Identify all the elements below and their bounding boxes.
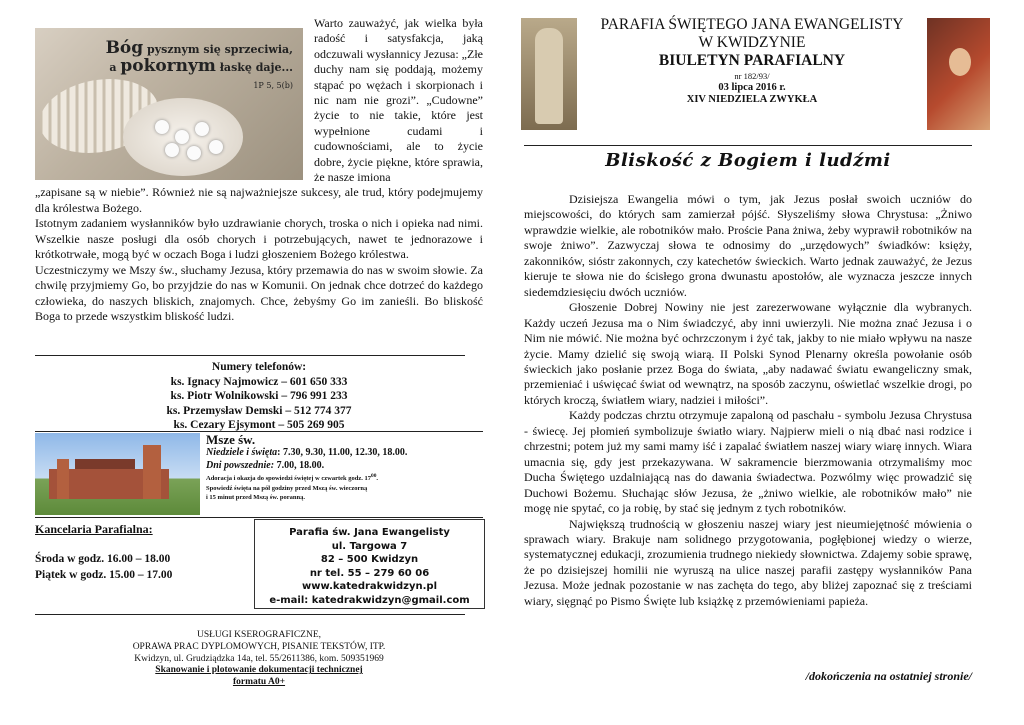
phone-entry: ks. Cezary Ejsymont – 505 269 905 [173, 419, 345, 431]
paragraph: Uczestniczymy we Mszy św., słuchamy Jezusa, który przemawia do nas w swoim słowie. Za chwilę przyjmiemy Go, bo przyjdzie do nas w Komunii. On jednak chce dotrzeć do każdego człowieka, do naszych bliskich, znajomych. Chce, żebyśmy Go im zanieśli. Bo bliskość Boga to przede wszystkim bliskość ludzi. [35, 262, 483, 323]
pearl-icon [187, 146, 201, 160]
article-paragraph: Dzisiejsza Ewangelia mówi o tym, jak Jezus posłał swoich uczniów do miejscowości, do których sam zamierzał pójść. Słyszeliśmy słowa Chrystusa: „Żniwo wprawdzie wielkie, ale robotników mało. Proście Pana żniwa, żeby wyprawił robotników na swoje żniwo”. Zazwyczaj słowa te odnosimy do „urzędowych” świadków: księży, zakonników, sióstr zakonnych, czy katechetów świeckich. Warto jednak zauważyć, że Jezus kieruje te słowa nie do ścisłego grona dwunastu apostołów, ale wyznacza jeszcze innych siedemdziesięciu dwóch uczniów. [524, 192, 972, 299]
saint-painting-image [927, 18, 990, 130]
office-hours-line: Środa w godz. 16.00 – 18.00 [35, 553, 171, 565]
pearl-icon [195, 122, 209, 136]
parish-email-link[interactable]: e-mail: katedrakwidzyn@gmail.com [269, 594, 470, 606]
pearl-icon [155, 120, 169, 134]
phone-numbers [35, 360, 483, 433]
paragraph: Istotnym zadaniem wysłanników było uzdrawianie chorych, troska o nich i opieka nad nimi. Wszelkie nasze posługi dla osób chorych i potrzebujących, nawet te jednorazowe i krótkotrwałe, mogą być w oczach Boga i ludzi głoszeniem Bożego królestwa. [35, 216, 483, 261]
article-body [524, 192, 972, 609]
divider [524, 145, 972, 146]
left-body-text [35, 185, 483, 325]
phone-entry: ks. Przemysław Demski – 512 774 377 [166, 404, 352, 417]
parish-website-link[interactable]: www.katedrakwidzyn.pl [302, 581, 437, 592]
divider [35, 614, 465, 615]
parish-town: W KWIDZYNIE [698, 34, 806, 51]
advert-line: Kwidzyn, ul. Grudziądzka 14a, tel. 55/2611386, kom. 509351969 [134, 653, 384, 664]
castle-tower [57, 459, 69, 499]
pearl-icon [175, 130, 189, 144]
article-paragraph: Największą trudnością w głoszeniu naszej wiary jest nieumiejętność mówienia o sprawach wiary. Brakuje nam solidnego przygotowania, pogłębionej wiedzy o wierze, systematycznej edukacji, zrozumienia trudnego niekiedy słownictwa. Zdajemy sobie sprawę, że po dzisiejszej homilii nie wyruszą na ulice naszej parafii zastępy wysłanników Pana Jezusa. Może jednak pozostanie w nas zachęta do tego, aby bliżej zapoznać się z treściami wiary, sięgnąć po Pismo Święte lub książkę z przemówieniami papieża. [524, 516, 972, 608]
phones-title: Numery telefonów: [211, 361, 307, 373]
castle-tower [143, 445, 161, 499]
paragraph: „zapisane są w niebie”. Również nie są najważniejsze sukcesy, ale trud, który podejmujemy dla królestwa Bożego. [35, 185, 483, 215]
article-paragraph: Każdy podczas chrztu otrzymuje zapaloną od paschału - symbolu Jezusa Chrystusa - świecę. Jej płomień symbolizuje światło wiary. Najpierw mieli o nią dbać nasi rodzice i chrzestni; potem już my sami mamy iść i zapalać światłem naszej wiary wiarę innych. Wiara umacnia się, gdy jest przekazywana. W sakramencie bierzmowania otrzymaliśmy moc Ducha Świętego uzdalniającą nas do dawania świadectwa. Pozwólmy więc prowadzić się Duchowi Bożemu. Słuchając słów Jezusa, że „żniwo wielkie, ale robotników mało” nie mogę nie spytać, co ja robię, by stać się jednym z tych robotników. [524, 408, 972, 516]
masses-title: Msze św. [206, 432, 256, 447]
office-hours-line: Piątek w godz. 15.00 – 17.00 [35, 569, 173, 581]
castle-photo [35, 433, 200, 515]
xerox-advert [35, 630, 483, 689]
bulletin-header [580, 16, 924, 106]
liturgical-sunday: XIV NIEDZIELA ZWYKŁA [686, 94, 818, 105]
phone-entry: ks. Ignacy Najmowicz – 601 650 333 [170, 375, 348, 388]
bulletin-title: BIULETYN PARAFIALNY [658, 52, 846, 69]
painting-face [949, 48, 971, 76]
office-title: Kancelaria Parafialna: [35, 522, 153, 536]
advert-line: OPRAWA PRAC DYPLOMOWYCH, PISANIE TEKSTÓW, ITP. [132, 641, 386, 652]
parish-street: ul. Targowa 7 [331, 540, 408, 552]
pearl-icon [209, 140, 223, 154]
parish-city: 82 – 500 Kwidzyn [320, 554, 419, 565]
parish-phone: nr tel. 55 – 279 60 06 [309, 567, 430, 579]
divider [35, 355, 465, 356]
mass-times [206, 434, 484, 502]
parish-contact-box [254, 519, 485, 609]
continued-note: /dokończenia na ostatniej stronie/ [805, 669, 972, 683]
divider [35, 431, 483, 432]
pearl-icon [165, 143, 179, 157]
divider [35, 517, 483, 518]
intro-paragraph: Warto zauważyć, jak wielka była radość i satysfakcja, jaką odczuwali wysłannicy Jezusa: „Złe duchy nam się poddają, możemy stąpać po wężach i skorpionach i nic nam nie grozi”. „Cudowne” życie to nie takie, które jest wypełnione cudami i cudownościami, ale to życie dobre, życie piękne, które sprawia, że nasze imiona [314, 16, 483, 185]
quote-reference: 1P 5, 5(b) [253, 80, 293, 90]
castle-roof [75, 459, 135, 469]
sunday-masses: Niedziele i święta: 7.30, 9.30, 11.00, 12.30, 18.00. [206, 446, 408, 458]
phone-entry: ks. Piotr Wolnikowski – 796 991 233 [170, 390, 348, 402]
advert-line: Skanowanie i plotowanie dokumentacji technicznej [155, 665, 363, 676]
advert-line: formatu A0+ [232, 677, 286, 688]
saint-statue-image [521, 18, 577, 130]
weekday-masses: Dni powszednie: 7.00, 18.00. [206, 459, 325, 471]
parish-title: PARAFIA ŚWIĘTEGO JANA EWANGELISTY [600, 16, 904, 33]
statue-figure [535, 28, 563, 124]
issue-number: nr 182/93/ [734, 71, 770, 81]
issue-date: 03 lipca 2016 r. [718, 82, 786, 93]
shell-quote-image [35, 28, 303, 180]
confession-note-2: i 15 minut przed Mszą św. poranną. [206, 493, 305, 501]
confession-note: Spowiedź święta na pół godziny przed Mszą św. wieczorną [206, 484, 368, 492]
image-quote: Bóg pysznym się sprzeciwia, a pokornym łaskę daje... 1P 5, 5(b) [105, 38, 293, 90]
adoration-note: Adoracja i okazja do spowiedzi świętej w czwartek godz. $17^{00}$. [206, 473, 379, 483]
article-title: Bliskość z Bogiem i ludźmi [605, 150, 891, 171]
article-paragraph: Głoszenie Dobrej Nowiny nie jest zarezerwowane wyłącznie dla wybranych. Każdy uczeń Jezusa ma o Nim świadczyć, aby inni uwierzyli. Nie można znać Jezusa i o Nim nie mówić. Nie można być ochrzczonym i żyć tak, jakby to nie miało wpływu na nasze życie. Mamy dzielić się swoją wiarą. II Polski Synod Plenarny określa powołanie osób świeckich jako posłanie przez Boga do świata, „aby nadawać światu ewangeliczny smak, przemieniać i uświęcać świat od wewnątrz, na sposób zaczynu, oświetlać wszelkie drogi, po których kroczą, światłem wiary, nadziei i miłości”. [524, 300, 972, 407]
parish-office-hours [35, 521, 235, 583]
advert-line: USŁUGI KSEROGRAFICZNE, [196, 630, 322, 640]
parish-name: Parafia św. Jana Ewangelisty [289, 527, 450, 538]
